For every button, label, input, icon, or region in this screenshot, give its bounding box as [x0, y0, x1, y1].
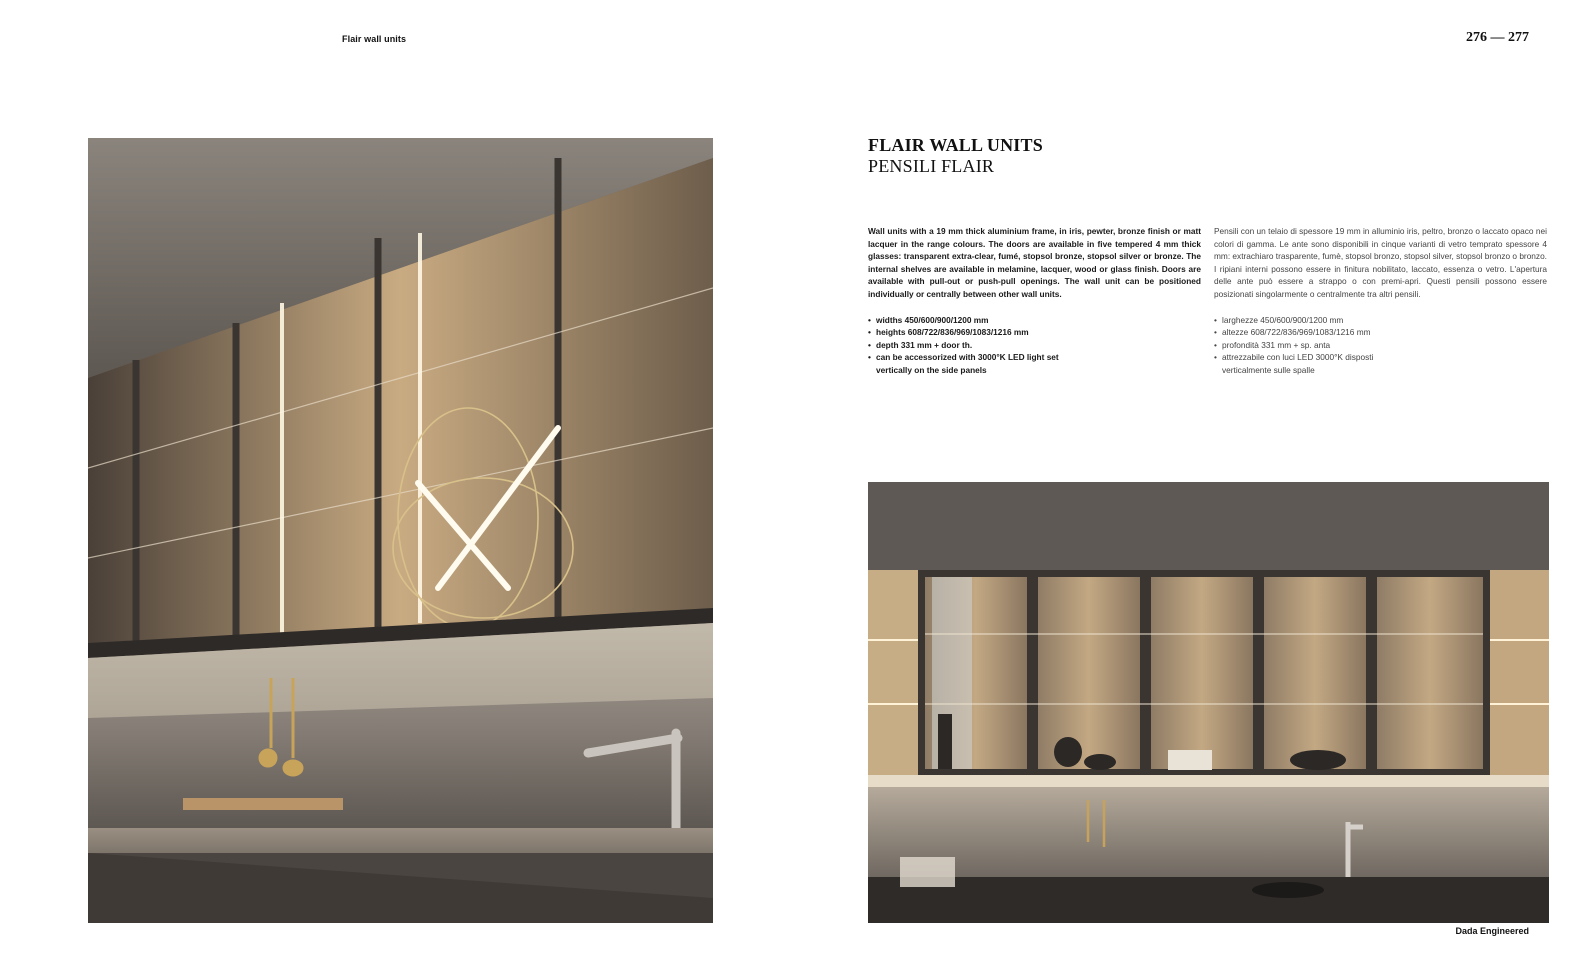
italian-column — [1214, 225, 1547, 377]
page-numbers: 276 — 277 — [1466, 30, 1529, 45]
kitchen-photo-right — [868, 482, 1549, 923]
italian-spec-list — [1214, 314, 1547, 377]
spec-item: • heights 608/722/836/969/1083/1216 mm — [868, 326, 1201, 339]
running-head: Flair wall units — [342, 34, 407, 44]
spec-item: • attrezzabile con luci LED 3000°K disposti verticalmente sulle spalle — [1214, 351, 1387, 376]
kitchen-photo-left — [88, 138, 713, 923]
italian-body: Pensili con un telaio di spessore 19 mm in alluminio iris, peltro, bronzo o laccato opaco nei colori di gamma. Le ante sono disponibili in cinque varianti di vetro temprato spessore 4 mm: extrachiaro trasparente, fumè, stopsol bronzo, stopsol silver, stopsol bronzo o bronzo. I ripiani interni possono essere in finitura nobilitato, laccato, essenza o vetro. L'apertura delle ante può essere a strappo o con premi-apri. Questi pensili possono essere posizionati singolarmente o centralmente tra altri pensili. — [1214, 226, 1547, 299]
english-body: Wall units with a 19 mm thick aluminium frame, in iris, pewter, bronze finish or matt lacquer in the range colours. The doors are available in five tempered 4 mm thick glasses: transparent extra-clear, fumé, stopsol bronze, stopsol silver or bronze. The internal shelves are available in melamine, lacquer, wood or glass finish. Doors are available with pull-out or push-pull openings. The wall unit can be positioned individually or centrally between other wall units. — [868, 226, 1201, 299]
spec-item: • larghezze 450/600/900/1200 mm — [1214, 314, 1547, 327]
spec-item: • can be accessorized with 3000°K LED light set vertically on the side panels — [868, 351, 1066, 376]
english-column — [868, 225, 1201, 377]
section-subtitle: PENSILI FLAIR — [868, 156, 995, 176]
spec-item: • altezze 608/722/836/969/1083/1216 mm — [1214, 326, 1547, 339]
brand-name: Dada Engineered — [1455, 926, 1529, 936]
spec-item: • depth 331 mm + door th. — [868, 339, 1201, 352]
section-title: FLAIR WALL UNITS — [868, 135, 1043, 155]
spec-item: • widths 450/600/900/1200 mm — [868, 314, 1201, 327]
english-spec-list — [868, 314, 1201, 377]
spec-item: • profondità 331 mm + sp. anta — [1214, 339, 1547, 352]
